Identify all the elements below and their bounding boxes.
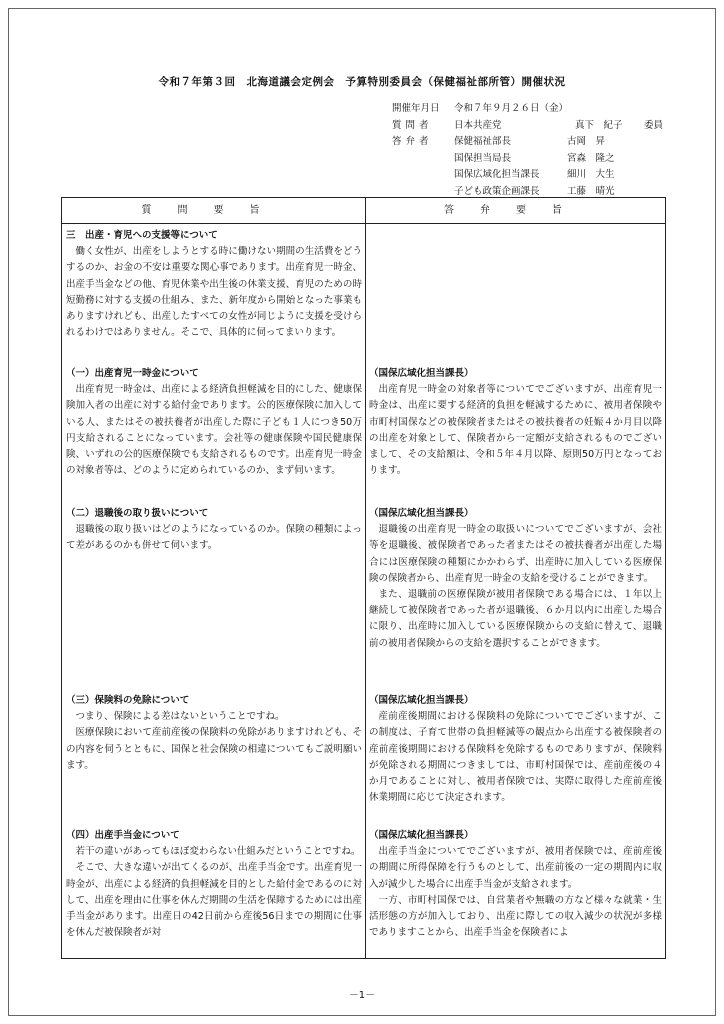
date-value: 令和７年９月２６日（金） (454, 103, 569, 114)
question-block (66, 506, 362, 555)
respondent-row (392, 151, 712, 168)
section-intro (66, 228, 362, 341)
question-text: 若干の違いがあってもほぼ変わらない仕組みだということですね。 (75, 846, 361, 858)
question-text: 医療保険において産前産後の保険料の免除がありますけれども、その内容を伺うとともに、国保と社会保険の相違についてもご説明願います。 (66, 727, 362, 771)
answer-block (369, 506, 662, 652)
respondent-name: 細川 大生 (567, 169, 615, 180)
answer-text: また、退職前の医療保険が被用者保険である場合には、１年以上継続して被保険者であった者が退職後、６か月以内に出産した場合に限り、出産時に加入している医療保険からの支給に替えて、退職前の被用者保険からの支給を選択することができます。 (369, 589, 662, 649)
respondent-row (392, 134, 712, 151)
respondent-name: 古岡 昇 (567, 136, 606, 147)
answer-heading: （国保広域化担当課長） (369, 695, 474, 706)
document-title: 令和７年第３回 北海道議会定例会 予算特別委員会（保健福祉部所管）開催状況 (158, 76, 566, 88)
respondent-role: 保健福祉部長 (454, 136, 512, 147)
respondent-role: 国保広域化担当課長 (454, 169, 540, 180)
question-heading: （一）出産育児一時金について (66, 368, 199, 379)
question-column-header: 質問要旨 (141, 205, 286, 216)
answer-block (369, 693, 662, 806)
answer-text: 一方、市町村国保では、自営業者や無職の方など様々な就業・生活形態の方が加入しており、出産に際しての収入減少の状況が多様でありますことから、出産手当金を保険者によ (369, 894, 662, 939)
respondent-row (392, 167, 712, 184)
date-label: 開催年月日 (392, 103, 440, 114)
question-block (66, 366, 362, 479)
question-block (66, 828, 362, 941)
question-text: 出産育児一時金は、出産による経済負担軽減を目的にした、健康保険加入者の出産に対する給付金であります。公的医療保険に加入している人、またはその被扶養者が出産した際に子ども１人につき50万円支給されることになっています。会社等の健康保険や国民健康保険、いずれの公的医療保険でも支給されるものです。出産育児一時金の対象者等は、どのように定められているのか、まず伺います。 (66, 384, 362, 477)
questioner-label: 質問者 (392, 119, 433, 131)
answer-text: 出産育児一時金の対象者等についてでございますが、出産育児一時金は、出産に要する経済的負担を軽減するために、被用者保険や市町村国保などの被保険者またはその被扶養者の妊娠４か月目以降の出産を対象として、保険者から一定額が支給されるものでございまして、その支給額は、令和５年４月以降、原則50万円となっております。 (369, 384, 662, 477)
section-text: 働く女性が、出産をしようとする時に働けない期間の生活費をどうするのか、お金の不安は重要な関心事であります。出産育児一時金、出産手当金などの他、育児休業や出生後の休業支援、育児のための時短勤務に対する支援の仕組み、また、新年度から開始となった事業もありますけれども、出産したすべての女性が同じように支援を受けられるわけではありません。そこで、具体的に伺ってまいります。 (66, 246, 362, 339)
respondent-role: 国保担当局長 (454, 152, 512, 164)
answer-block (369, 366, 662, 479)
question-text: そこで、大きな違いが出てくるのが、出産手当金です。出産育児一時金が、出産による経済的負担軽減を目的とした給付金であるのに対して、出産を理由に仕事を休んだ期間の生活を保障するためには出産手当金があります。出産日の42日前から産後56日までの期間に仕事を休んだ被保険者が対 (66, 862, 362, 939)
respondent-name: 工藤 晴光 (567, 185, 615, 197)
respondent-label: 答弁者 (392, 136, 433, 147)
questioner-row (392, 118, 712, 135)
answer-column-header: 答弁要旨 (444, 205, 588, 216)
respondent-name: 宮森 隆之 (567, 152, 615, 164)
question-heading: （四）出産手当金について (66, 830, 180, 841)
respondent-role: 子ども政策企画課長 (454, 185, 540, 197)
question-heading: （三）保険料の免除について (66, 695, 190, 706)
question-text: 退職後の取り扱いはどのようになっているのか。保険の種類によって差があるのかも併せて伺います。 (66, 524, 362, 552)
section-heading: 三 出産・育児への支援等について (66, 230, 218, 241)
qa-table (61, 197, 666, 959)
answer-heading: （国保広域化担当課長） (369, 830, 474, 841)
question-block (66, 693, 362, 774)
page-number: －1－ (348, 990, 376, 1001)
meeting-info (392, 101, 712, 200)
question-text: つまり、保険による差はないということですね。 (75, 711, 285, 723)
answer-text: 退職後の出産育児一時金の取扱いについてでございますが、会社等を退職後、被保険者であった者またはその被扶養者が出産した場合には医療保険の種類にかかわらず、出産時に加入している医療保険の保険者から、出産育児一時金の支給を受けることができます。 (369, 524, 662, 584)
questioner-party: 日本共産党 (454, 119, 502, 131)
answer-text: 産前産後期間における保険料の免除についてでございますが、この制度は、子育て世帯の負担軽減等の観点から出産する被保険者の産前産後期間における保険料を免除するものでありますが、保険料が免除される期間につきましては、市町村国保では、産前産後の４か月であることに対し、被用者保険では、実際に取得した産前産後休業期間に応じて決定されます。 (369, 711, 662, 804)
questioner-name: 真下 紀子 (575, 119, 623, 131)
questioner-title: 委員 (644, 119, 664, 131)
date-row (392, 101, 712, 118)
column-divider (365, 198, 366, 958)
answer-text: 出産手当金についてでございますが、被用者保険では、産前産後の期間に所得保障を行うものとして、出産前後の一定の期間内に収入が減少した場合に出産手当金が支給されます。 (369, 846, 662, 890)
question-heading: （二）退職後の取り扱いについて (66, 508, 209, 519)
answer-heading: （国保広域化担当課長） (369, 368, 474, 379)
answer-heading: （国保広域化担当課長） (369, 508, 474, 519)
table-header (62, 198, 665, 224)
answer-block (369, 828, 662, 941)
